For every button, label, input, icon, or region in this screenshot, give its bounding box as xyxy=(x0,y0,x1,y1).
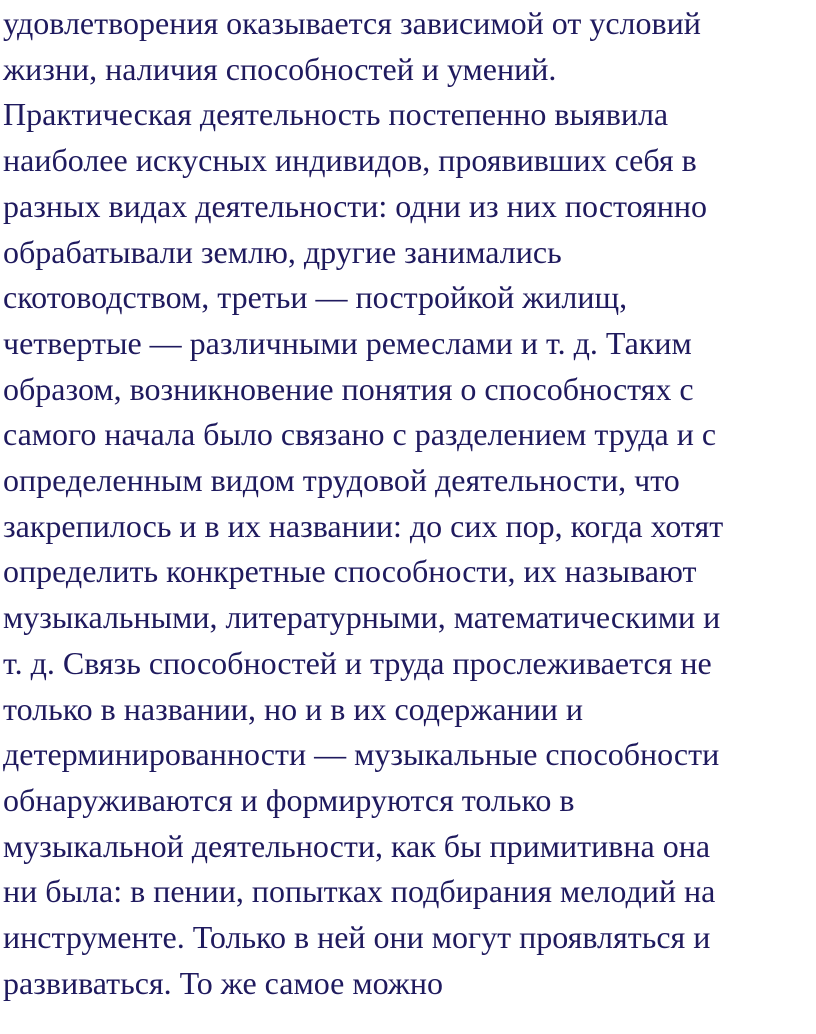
text-line-11: определенным видом трудовой деятельности, что xyxy=(3,462,680,499)
text-line-12: закрепилось и в их названии: до сих пор, когда хотят xyxy=(3,507,724,544)
text-line-5: разных видах деятельности: одни из них постоянно xyxy=(3,187,707,224)
text-line-9: образом, возникновение понятия о способностях с xyxy=(3,370,694,407)
text-line-6: обрабатывали землю, другие занимались xyxy=(3,233,562,270)
text-line-17: детерминированности — музыкальные способности xyxy=(3,736,720,773)
text-line-13: определить конкретные способности, их называют xyxy=(3,553,697,590)
text-line-22: развиваться. То же самое можно xyxy=(3,964,443,1001)
text-line-2: жизни, наличия способностей и умений. xyxy=(3,50,557,87)
text-line-19: музыкальной деятельности, как бы примитивна она xyxy=(3,827,711,864)
text-line-3: Практическая деятельность постепенно выявила xyxy=(3,96,669,133)
text-line-10: самого начала было связано с разделением труда и с xyxy=(3,416,717,453)
text-line-14: музыкальными, литературными, математическими и xyxy=(3,599,721,636)
text-line-4: наиболее искусных индивидов, проявивших себя в xyxy=(3,142,697,179)
text-line-8: четвертые — различными ремеслами и т. д. Таким xyxy=(3,324,692,361)
text-line-20: ни была: в пении, попытках подбирания мелодий на xyxy=(3,873,716,910)
body-paragraph xyxy=(3,1,813,1006)
text-line-15: т. д. Связь способностей и труда прослеживается не xyxy=(3,644,712,681)
text-line-16: только в названии, но и в их содержании и xyxy=(3,690,584,727)
text-line-1: удовлетворения оказывается зависимой от условий xyxy=(3,5,701,41)
text-line-18: обнаруживаются и формируются только в xyxy=(3,781,575,818)
text-line-21: инструменте. Только в ней они могут проявляться и xyxy=(3,919,711,956)
text-line-7: скотоводством, третьи — постройкой жилищ, xyxy=(3,279,628,316)
